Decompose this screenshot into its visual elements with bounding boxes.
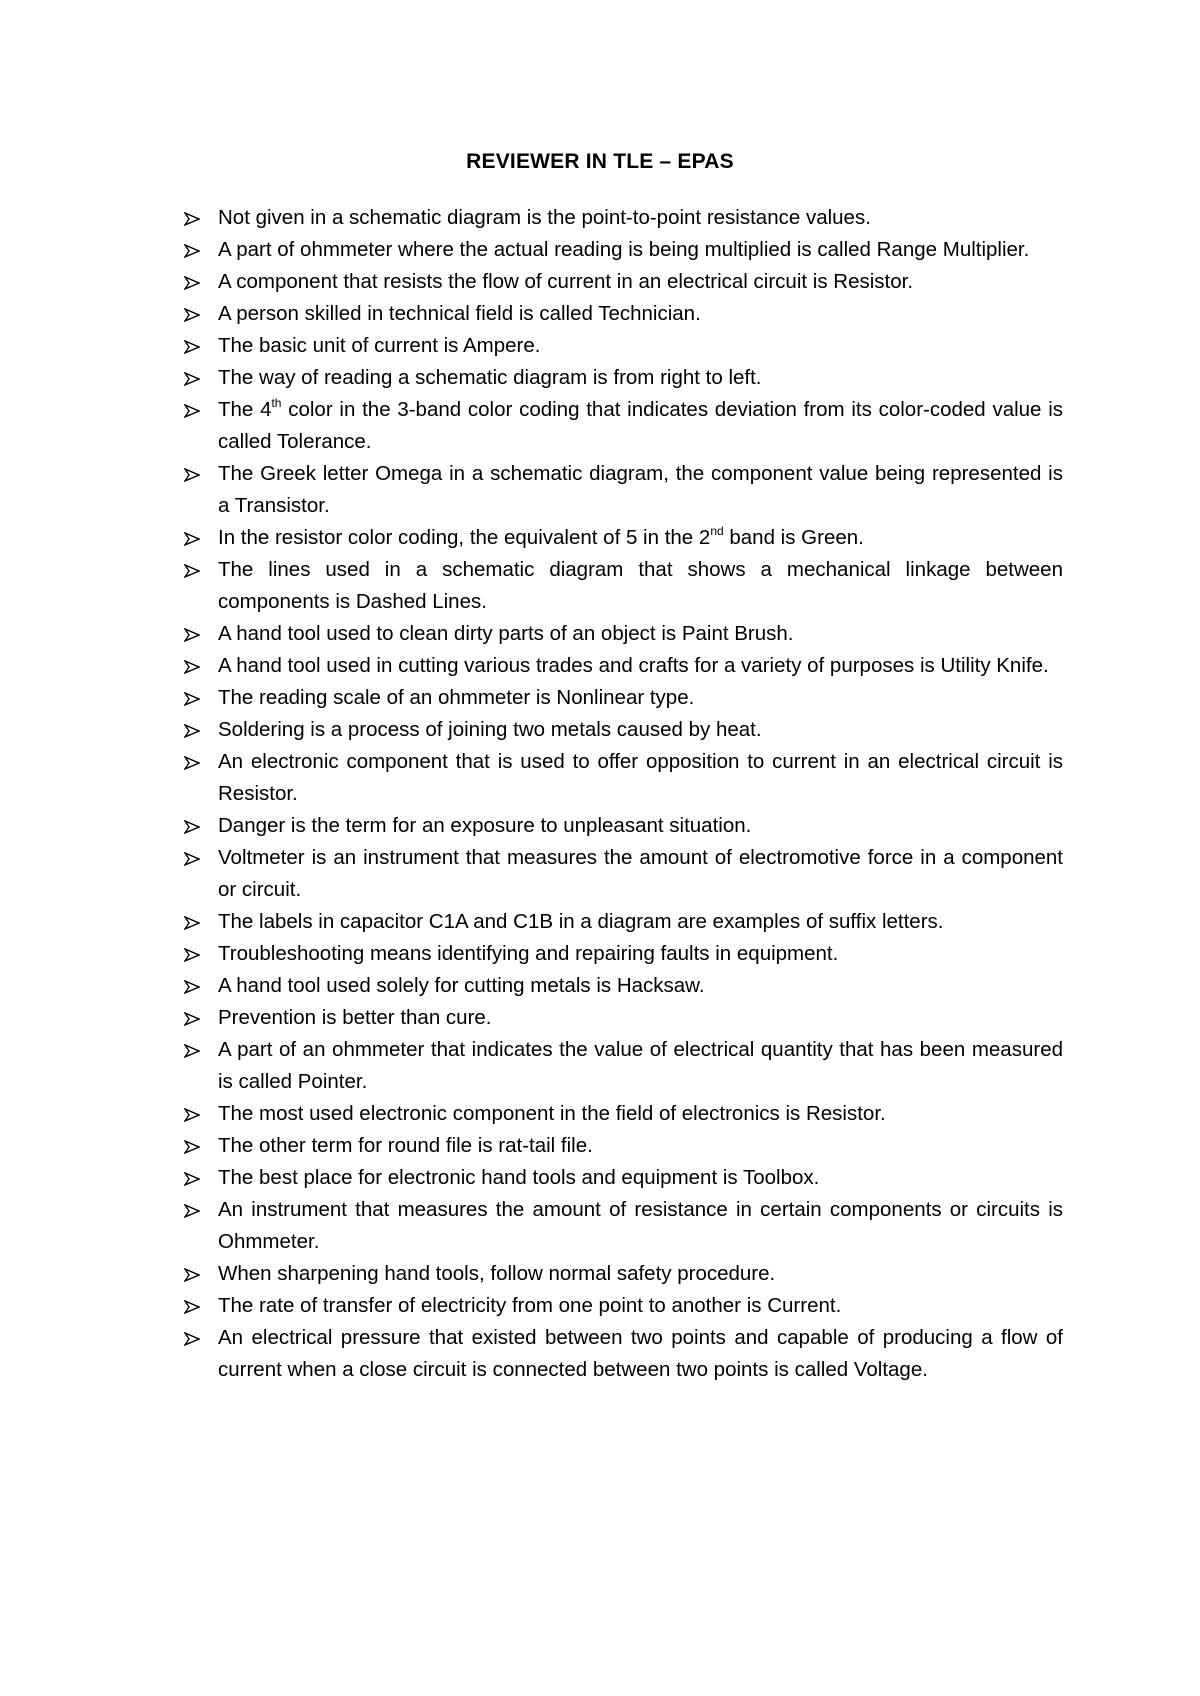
list-item xyxy=(184,970,1063,1002)
arrowhead-bullet-icon xyxy=(184,1300,200,1314)
item-text: Soldering is a process of joining two metals caused by heat. xyxy=(218,718,762,741)
list-item xyxy=(184,906,1063,938)
document-title: REVIEWER IN TLE – EPAS xyxy=(466,150,734,173)
item-text: The lines used in a schematic diagram that shows a mechanical linkage between components is Dashed Lines. xyxy=(218,558,1063,613)
arrowhead-bullet-icon xyxy=(184,756,200,770)
superscript-text: th xyxy=(271,396,282,410)
list-item xyxy=(184,938,1063,970)
list-item xyxy=(184,266,1063,298)
item-text: Troubleshooting means identifying and repairing faults in equipment. xyxy=(218,942,839,965)
arrowhead-bullet-icon xyxy=(184,1332,200,1346)
item-text: A component that resists the flow of current in an electrical circuit is Resistor. xyxy=(218,270,914,293)
list-item xyxy=(184,522,1063,554)
list-item xyxy=(184,1162,1063,1194)
list-item xyxy=(184,842,1063,906)
item-text: The labels in capacitor C1A and C1B in a diagram are examples of suffix letters. xyxy=(218,910,944,933)
list-item xyxy=(184,746,1063,810)
item-text: The best place for electronic hand tools and equipment is Toolbox. xyxy=(218,1166,820,1189)
item-text: Prevention is better than cure. xyxy=(218,1006,492,1029)
list-item xyxy=(184,202,1063,234)
arrowhead-bullet-icon xyxy=(184,212,200,226)
arrowhead-bullet-icon xyxy=(184,660,200,674)
item-text: A part of ohmmeter where the actual reading is being multiplied is called Range Multiplier. xyxy=(218,238,1030,261)
arrowhead-bullet-icon xyxy=(184,1108,200,1122)
list-item xyxy=(184,362,1063,394)
item-text: An electrical pressure that existed between two points and capable of producing a flow of current when a close circuit is connected between two points is called Voltage. xyxy=(218,1326,1063,1381)
arrowhead-bullet-icon xyxy=(184,820,200,834)
arrowhead-bullet-icon xyxy=(184,372,200,386)
item-text: band is Green. xyxy=(723,526,864,549)
arrowhead-bullet-icon xyxy=(184,532,200,546)
list-item xyxy=(184,810,1063,842)
list-item xyxy=(184,554,1063,618)
list-item xyxy=(184,1258,1063,1290)
item-text: The most used electronic component in the field of electronics is Resistor. xyxy=(218,1102,886,1125)
arrowhead-bullet-icon xyxy=(184,916,200,930)
list-item xyxy=(184,1098,1063,1130)
item-text: A person skilled in technical field is called Technician. xyxy=(218,302,701,325)
item-text: Danger is the term for an exposure to unpleasant situation. xyxy=(218,814,752,837)
list-item xyxy=(184,1034,1063,1098)
arrowhead-bullet-icon xyxy=(184,948,200,962)
arrowhead-bullet-icon xyxy=(184,244,200,258)
arrowhead-bullet-icon xyxy=(184,1012,200,1026)
arrowhead-bullet-icon xyxy=(184,1268,200,1282)
list-item xyxy=(184,618,1063,650)
arrowhead-bullet-icon xyxy=(184,404,200,418)
arrowhead-bullet-icon xyxy=(184,692,200,706)
item-text: Not given in a schematic diagram is the point-to-point resistance values. xyxy=(218,206,871,229)
list-item xyxy=(184,458,1063,522)
item-text: The other term for round file is rat-tail file. xyxy=(218,1134,593,1157)
arrowhead-bullet-icon xyxy=(184,852,200,866)
item-text: color in the 3-band color coding that indicates deviation from its color-coded value is called Tolerance. xyxy=(218,398,1063,453)
list-item xyxy=(184,714,1063,746)
item-text: An electronic component that is used to offer opposition to current in an electrical circuit is Resistor. xyxy=(218,750,1063,805)
item-text: The Greek letter Omega in a schematic diagram, the component value being represented is a Transistor. xyxy=(218,462,1063,517)
item-text: The reading scale of an ohmmeter is Nonlinear type. xyxy=(218,686,695,709)
arrowhead-bullet-icon xyxy=(184,628,200,642)
list-item xyxy=(184,1194,1063,1258)
item-text: In the resistor color coding, the equivalent of 5 in the 2 xyxy=(218,526,711,549)
reviewer-list xyxy=(184,202,1063,1386)
arrowhead-bullet-icon xyxy=(184,1044,200,1058)
list-item xyxy=(184,330,1063,362)
arrowhead-bullet-icon xyxy=(184,724,200,738)
list-item xyxy=(184,1322,1063,1386)
item-text: The rate of transfer of electricity from one point to another is Current. xyxy=(218,1294,842,1317)
item-text: The 4 xyxy=(218,398,272,421)
list-item xyxy=(184,234,1063,266)
list-item xyxy=(184,394,1063,458)
item-text: A hand tool used to clean dirty parts of an object is Paint Brush. xyxy=(218,622,794,645)
list-item xyxy=(184,1002,1063,1034)
list-item xyxy=(184,682,1063,714)
arrowhead-bullet-icon xyxy=(184,1140,200,1154)
list-item xyxy=(184,650,1063,682)
arrowhead-bullet-icon xyxy=(184,468,200,482)
list-item xyxy=(184,1290,1063,1322)
item-text: A part of an ohmmeter that indicates the value of electrical quantity that has been measured is called Pointer. xyxy=(218,1038,1063,1093)
item-text: When sharpening hand tools, follow normal safety procedure. xyxy=(218,1262,776,1285)
item-text: A hand tool used solely for cutting metals is Hacksaw. xyxy=(218,974,705,997)
arrowhead-bullet-icon xyxy=(184,340,200,354)
arrowhead-bullet-icon xyxy=(184,980,200,994)
item-text: An instrument that measures the amount of resistance in certain components or circuits is Ohmmeter. xyxy=(218,1198,1063,1253)
arrowhead-bullet-icon xyxy=(184,1204,200,1218)
arrowhead-bullet-icon xyxy=(184,1172,200,1186)
item-text: The way of reading a schematic diagram is from right to left. xyxy=(218,366,762,389)
list-item xyxy=(184,1130,1063,1162)
arrowhead-bullet-icon xyxy=(184,564,200,578)
item-text: A hand tool used in cutting various trades and crafts for a variety of purposes is Utility Knife. xyxy=(218,654,1049,677)
superscript-text: nd xyxy=(710,524,724,538)
arrowhead-bullet-icon xyxy=(184,308,200,322)
list-item xyxy=(184,298,1063,330)
item-text: Voltmeter is an instrument that measures the amount of electromotive force in a component or circuit. xyxy=(218,846,1063,901)
arrowhead-bullet-icon xyxy=(184,276,200,290)
item-text: The basic unit of current is Ampere. xyxy=(218,334,541,357)
